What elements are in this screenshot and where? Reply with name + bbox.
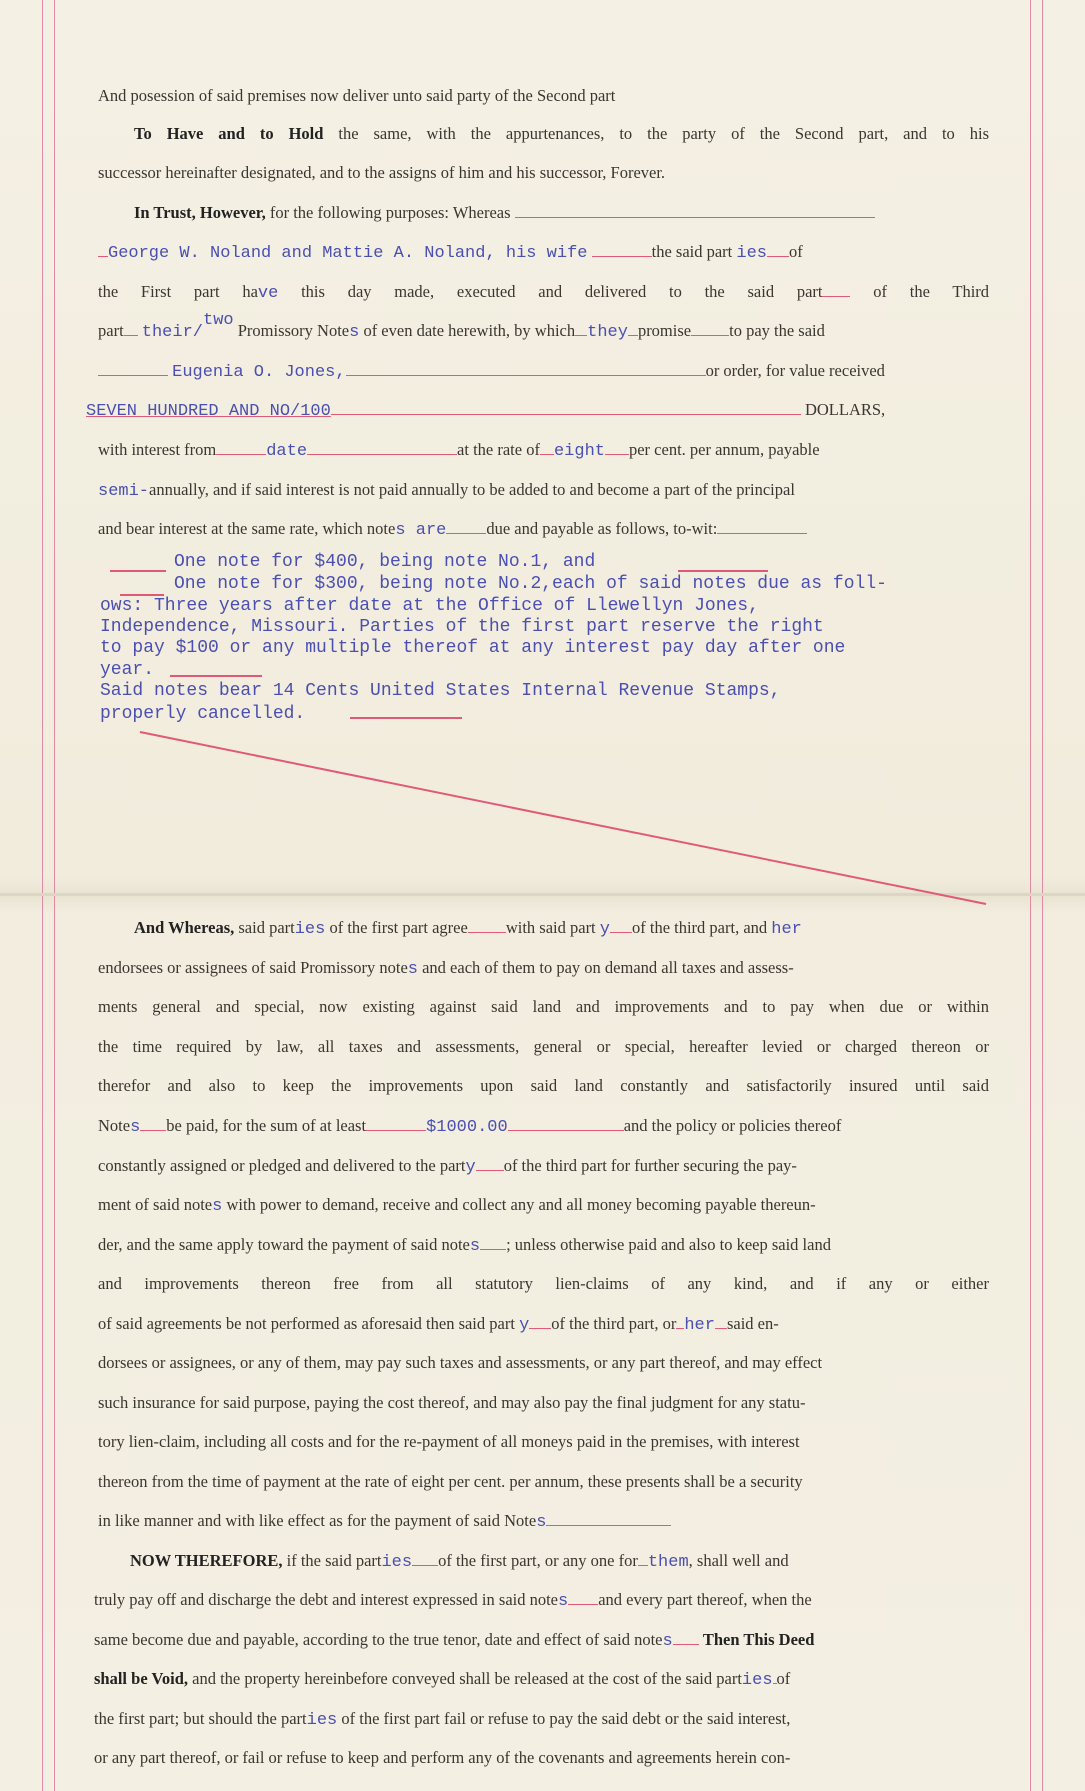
typed-line-3: ows: Three years after date at the Office of Llewellyn Jones, [100,596,759,616]
line-now-therefore: NOW THEREFORE, if the said parties of the first part, or any one for them, shall well and [130,1551,789,1572]
line-void: shall be Void, and the property hereinbefore conveyed shall be released at the cost of the said parties of [94,1669,791,1690]
typed-line-1: One note for $400, being note No.1, and [174,552,596,572]
line-possession: And posession of said premises now deliver unto said party of the Second part [98,86,616,105]
line-habendum: To Have and to Hold the same, with the appurtenances, to the party of the Second part, and to his [134,124,989,143]
line-promissory: part their/two Promissory Notes of even date herewith, by which they promise to pay the said [98,311,825,342]
typed-line-6: year. [100,660,155,680]
line-insurance: Notes be paid, for the sum of at least $1000.00 and the policy or policies thereof [98,1116,842,1137]
line-apply: der, and the same apply toward the payment of said notes ; unless otherwise paid and also to keep said land [98,1235,831,1256]
line-payment: ment of said notes with power to demand, receive and collect any and all money becoming payable thereun- [98,1195,816,1216]
line-lien: and improvements thereon free from all statutory lien-claims of any kind, and if any or either [98,1274,989,1293]
line-successor: successor hereinafter designated, and to the assigns of him and his successor, Forever. [98,163,666,182]
typed-line-2: One note for $300, being note No.2,each of said notes due as foll- [174,574,887,594]
line-first-part: the First part have this day made, executed and delivered to the said part of the Third [98,282,990,303]
line-time-required: the time required by law, all taxes and assessments, general or special, hereafter levied or charged thereon or [98,1037,989,1056]
line-in-trust: In Trust, However, for the following purposes: Whereas [134,203,989,223]
typed-line-7: Said notes bear 14 Cents United States Internal Revenue Stamps, [100,681,781,701]
line-due: and bear interest at the same rate, which notes are due and payable as follows, to-wit: [98,519,989,540]
line-grantors: George W. Noland and Mattie A. Noland, his wife the said part ies of [98,242,989,263]
line-improvements: therefor and also to keep the improvements upon said land constantly and satisfactorily insured until said [98,1076,989,1095]
line-payee: Eugenia O. Jones, or order, for value received [98,361,989,382]
typed-line-5: to pay $100 or any multiple thereof at any interest pay day after one [100,638,846,658]
line-assessments: ments general and special, now existing against said land and improvements and to pay when due or within [98,997,989,1016]
line-not-performed: of said agreements be not performed as aforesaid then said part y of the third part, or her said en- [98,1314,779,1335]
line-such-insurance: such insurance for said purpose, paying the cost thereof, and may also pay the final judgment for any statu- [98,1393,806,1412]
line-thereon: thereon from the time of payment at the rate of eight per cent. per annum, these presents shall be a security [98,1472,803,1491]
line-first-part-fail: the first part; but should the parties of the first part fail or refuse to pay the said debt or the said interest, [94,1709,791,1730]
line-same-become: same become due and payable, according to the true tenor, date and effect of said notes Then This Deed [94,1630,815,1651]
line-dorsees: dorsees or assignees, or any of them, may pay such taxes and assessments, or any part thereof, and may effect [98,1353,823,1372]
line-and-whereas: And Whereas, said parties of the first part agree with said part y of the third part, and her [134,918,802,939]
line-tory-lien: tory lien-claim, including all costs and for the re-payment of all moneys paid in the premises, with interest [98,1432,800,1451]
typed-line-4: Independence, Missouri. Parties of the first part reserve the right [100,617,824,637]
line-interest: with interest from date at the rate of eight per cent. per annum, payable [98,440,820,461]
line-like-manner: in like manner and with like effect as for the payment of said Notes [98,1511,989,1532]
line-endorsees: endorsees or assignees of said Promissory notes and each of them to pay on demand all taxes and assess- [98,958,794,979]
line-assigned: constantly assigned or pledged and delivered to the party of the third part for further securing the pay- [98,1156,797,1177]
typed-line-8: properly cancelled. [100,704,306,724]
line-semi: semi-annually, and if said interest is not paid annually to be added to and become a part of the principal [98,480,795,501]
line-amount: SEVEN HUNDRED AND NO/100 DOLLARS, [86,400,886,421]
line-truly-pay: truly pay off and discharge the debt and interest expressed in said notes and every part thereof, when the [94,1590,812,1611]
line-covenants: or any part thereof, or fail or refuse to keep and perform any of the covenants and agreements herein con- [94,1748,791,1767]
